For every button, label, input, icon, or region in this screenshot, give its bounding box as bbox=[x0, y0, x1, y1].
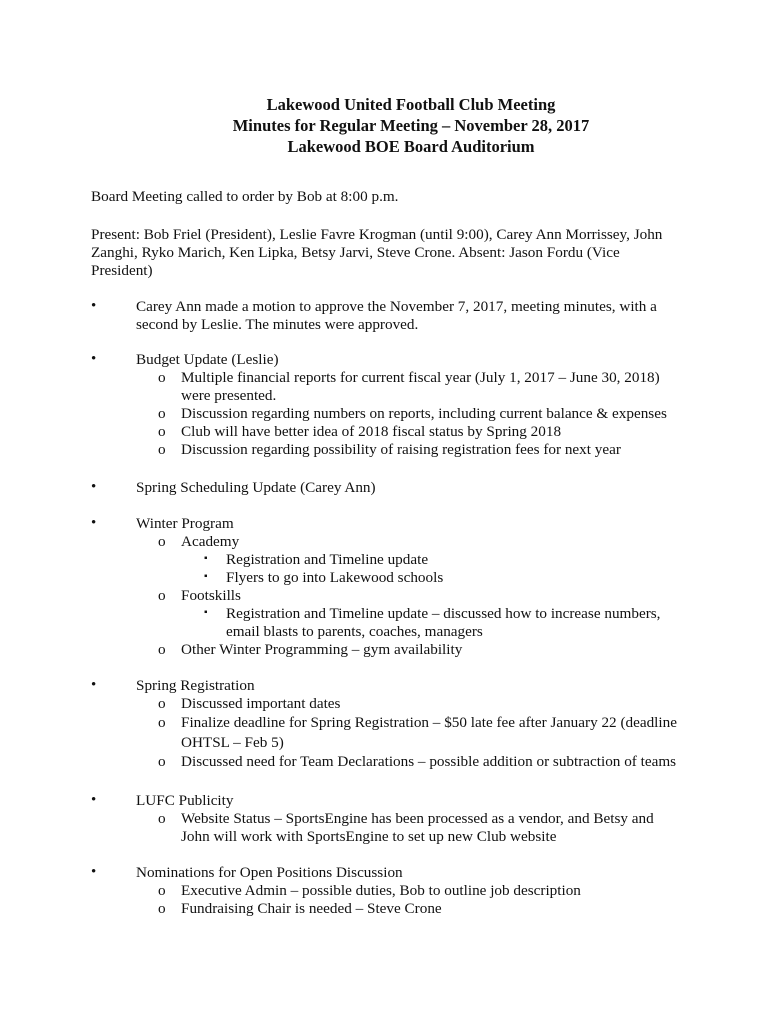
list-item-spring-registration bbox=[91, 677, 691, 771]
list-item-text: Spring Scheduling Update (Carey Ann) bbox=[136, 479, 376, 496]
list-item-winter-program bbox=[91, 515, 691, 659]
circle-bullet-icon: o bbox=[158, 441, 166, 458]
sub-sub-item bbox=[204, 551, 691, 569]
sub-item-text: Club will have better idea of 2018 fiscal status by Spring 2018 bbox=[181, 423, 562, 440]
list-item-publicity bbox=[91, 792, 691, 846]
sub-item bbox=[158, 641, 691, 659]
sub-item bbox=[158, 900, 691, 918]
list-item-text: Nominations for Open Positions Discussion bbox=[136, 864, 403, 881]
attendance-line: Zanghi, Ryko Marich, Ken Lipka, Betsy Jarvi, Steve Crone. Absent: Jason Fordu (Vice bbox=[91, 244, 620, 261]
circle-bullet-icon: o bbox=[158, 641, 166, 658]
circle-bullet-icon: o bbox=[158, 900, 166, 917]
sub-item-text: John will work with SportsEngine to set up new Club website bbox=[181, 828, 557, 845]
sub-item bbox=[158, 441, 691, 459]
attendance-line: President) bbox=[91, 262, 153, 279]
document-header bbox=[0, 94, 770, 157]
sub-item bbox=[158, 882, 691, 900]
sub-item-text: OHTSL – Feb 5) bbox=[181, 734, 284, 751]
sub-item bbox=[158, 369, 691, 405]
list-item-spring-scheduling bbox=[91, 479, 691, 497]
circle-bullet-icon: o bbox=[158, 753, 166, 770]
sub-item bbox=[158, 753, 691, 771]
bullet-icon bbox=[91, 676, 111, 694]
sub-item bbox=[158, 587, 691, 605]
square-bullet-icon: ▪ bbox=[204, 553, 208, 564]
attendance-line: Present: Bob Friel (President), Leslie Favre Krogman (until 9:00), Carey Ann Morrissey, John bbox=[91, 226, 663, 243]
circle-bullet-icon: o bbox=[158, 882, 166, 899]
bullet-icon bbox=[91, 297, 111, 315]
attendance-paragraph bbox=[91, 226, 681, 280]
bullet-icon bbox=[91, 791, 111, 809]
sub-item-text: Website Status – SportsEngine has been processed as a vendor, and Betsy and bbox=[181, 810, 654, 827]
circle-bullet-icon: o bbox=[158, 695, 166, 712]
meeting-location: Lakewood BOE Board Auditorium bbox=[287, 137, 535, 156]
bullet-icon bbox=[91, 478, 111, 496]
sub-sub-item-text: Flyers to go into Lakewood schools bbox=[226, 569, 444, 586]
sub-item-text: Executive Admin – possible duties, Bob to outline job description bbox=[181, 882, 581, 899]
list-item-motion bbox=[91, 298, 691, 334]
circle-bullet-icon: o bbox=[158, 405, 166, 422]
list-item-text: second by Leslie. The minutes were approved. bbox=[136, 316, 419, 333]
call-to-order: Board Meeting called to order by Bob at 8:00 p.m. bbox=[91, 188, 399, 205]
sub-item-text: Multiple financial reports for current fiscal year (July 1, 2017 – June 30, 2018) bbox=[181, 369, 660, 386]
sub-item-text: Fundraising Chair is needed – Steve Crone bbox=[181, 900, 442, 917]
list-item-text: LUFC Publicity bbox=[136, 792, 234, 809]
bullet-icon bbox=[91, 514, 111, 532]
sub-item-text: Other Winter Programming – gym availability bbox=[181, 641, 463, 658]
sub-item bbox=[158, 533, 691, 551]
bullet-icon bbox=[91, 350, 111, 368]
sub-item-text: Footskills bbox=[181, 587, 241, 604]
sub-sub-item-text: Registration and Timeline update – discussed how to increase numbers, bbox=[226, 605, 661, 622]
list-item-nominations bbox=[91, 864, 691, 918]
sub-item-text: Discussion regarding possibility of raising registration fees for next year bbox=[181, 441, 621, 458]
sub-item-text: Finalize deadline for Spring Registration – $50 late fee after January 22 (deadline bbox=[181, 714, 677, 731]
sub-item-text: Academy bbox=[181, 533, 240, 550]
document-title: Lakewood United Football Club Meeting bbox=[266, 95, 556, 114]
sub-item-text: were presented. bbox=[181, 387, 277, 404]
list-item-text: Budget Update (Leslie) bbox=[136, 351, 279, 368]
circle-bullet-icon: o bbox=[158, 714, 166, 731]
circle-bullet-icon: o bbox=[158, 423, 166, 440]
circle-bullet-icon: o bbox=[158, 587, 166, 604]
circle-bullet-icon: o bbox=[158, 533, 166, 550]
sub-item bbox=[158, 405, 691, 423]
sub-item-text: Discussed need for Team Declarations – possible addition or subtraction of teams bbox=[181, 753, 677, 770]
sub-item bbox=[158, 810, 691, 846]
square-bullet-icon: ▪ bbox=[204, 607, 208, 618]
bullet-icon bbox=[91, 863, 111, 881]
list-item-budget bbox=[91, 351, 691, 459]
square-bullet-icon: ▪ bbox=[204, 571, 208, 582]
document-subtitle: Minutes for Regular Meeting – November 28, 2017 bbox=[232, 116, 590, 135]
list-item-text: Carey Ann made a motion to approve the November 7, 2017, meeting minutes, with a bbox=[136, 298, 657, 315]
circle-bullet-icon: o bbox=[158, 810, 166, 827]
sub-item-text: Discussion regarding numbers on reports, including current balance & expenses bbox=[181, 405, 667, 422]
sub-sub-item bbox=[204, 569, 691, 587]
list-item-text: Spring Registration bbox=[136, 677, 255, 694]
circle-bullet-icon: o bbox=[158, 369, 166, 386]
sub-sub-item-text: email blasts to parents, coaches, managers bbox=[226, 623, 483, 640]
sub-item bbox=[158, 713, 691, 753]
sub-item bbox=[158, 695, 691, 713]
sub-item-text: Discussed important dates bbox=[181, 695, 341, 712]
sub-item bbox=[158, 423, 691, 441]
sub-sub-item-text: Registration and Timeline update bbox=[226, 551, 429, 568]
sub-sub-item bbox=[204, 605, 691, 641]
list-item-text: Winter Program bbox=[136, 515, 234, 532]
